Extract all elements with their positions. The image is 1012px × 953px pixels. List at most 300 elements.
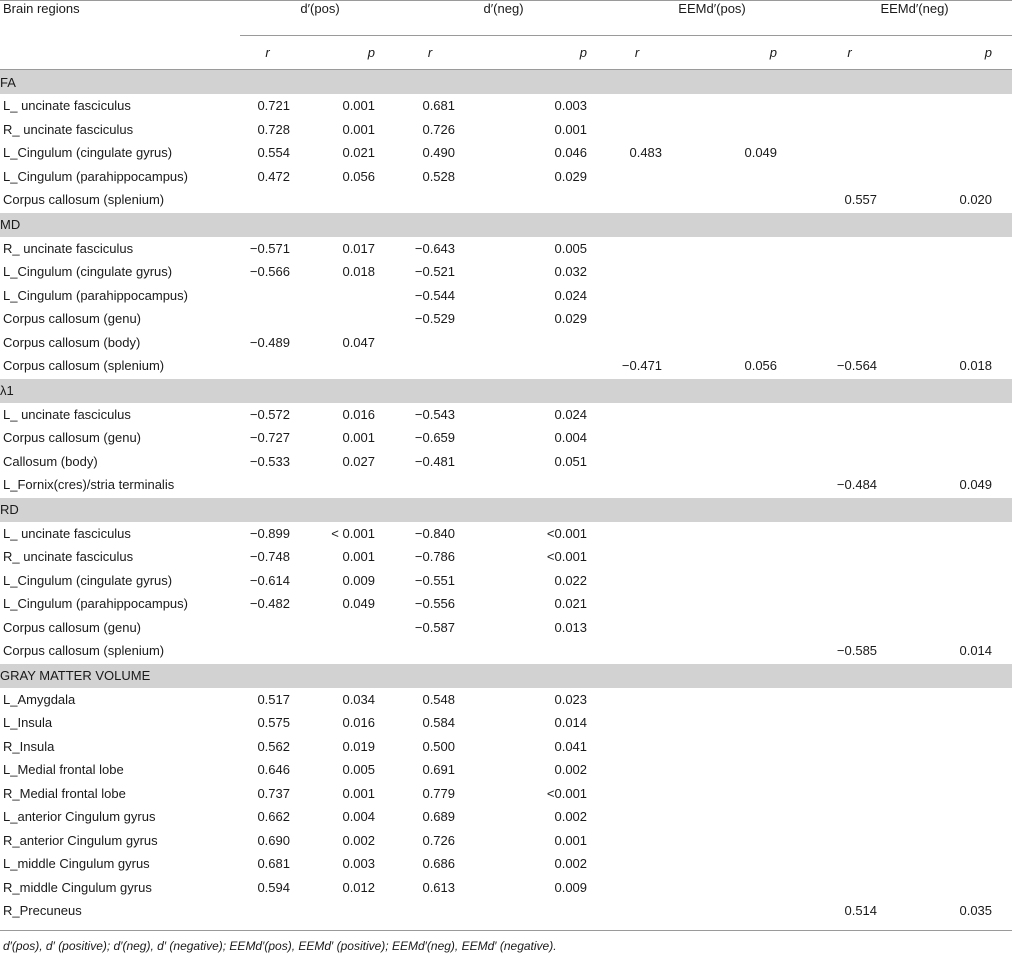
r-value: −0.659 <box>414 430 456 446</box>
p-value <box>882 805 1012 829</box>
r-value <box>607 118 667 142</box>
p-value <box>667 735 817 759</box>
p-value <box>882 522 1012 546</box>
r-value: 0.726 <box>422 121 456 137</box>
p-value: 0.001 <box>554 832 588 848</box>
r-value: 0.690 <box>257 832 290 848</box>
p-value: 0.056 <box>342 168 376 184</box>
p-value: 0.001 <box>554 121 588 137</box>
r-value: 0.728 <box>257 121 290 137</box>
region-name: Callosum (body) <box>3 453 98 469</box>
table-row <box>0 260 1012 284</box>
p-value <box>295 284 400 308</box>
p-value: 0.049 <box>744 145 778 161</box>
p-value <box>667 260 817 284</box>
r-value: −0.551 <box>414 572 456 588</box>
p-value: 0.049 <box>342 596 376 612</box>
p-value <box>460 639 607 663</box>
r-value <box>607 307 667 331</box>
p-value <box>667 94 817 118</box>
r-value: 0.779 <box>422 785 456 801</box>
region-name: L_Cingulum (cingulate gyrus) <box>3 572 173 588</box>
r-value: 0.584 <box>422 715 456 731</box>
table-row <box>0 165 1012 189</box>
r-value <box>400 188 460 212</box>
r-value <box>607 735 667 759</box>
r-value: −0.840 <box>414 525 456 541</box>
p-value: 0.032 <box>554 264 588 280</box>
p-value <box>882 403 1012 427</box>
region-name: R_ uncinate fasciculus <box>3 121 134 137</box>
r-value: 0.721 <box>257 98 290 114</box>
table-row <box>0 805 1012 829</box>
p-value <box>667 118 817 142</box>
p-value: 0.002 <box>554 856 588 872</box>
p-value: 0.004 <box>342 809 376 825</box>
r-value <box>607 711 667 735</box>
r-value: 0.557 <box>844 192 878 208</box>
region-name: L_ uncinate fasciculus <box>3 525 131 541</box>
p-value: 0.017 <box>342 240 376 256</box>
p-value: 0.013 <box>554 619 588 635</box>
region-name: L_Medial frontal lobe <box>3 762 124 778</box>
p-value <box>667 307 817 331</box>
table-row <box>0 592 1012 616</box>
r-value <box>817 688 882 712</box>
region-name: L_Cingulum (parahippocampus) <box>3 287 188 303</box>
r-value <box>607 403 667 427</box>
p-value <box>667 545 817 569</box>
p-header: p <box>882 36 1012 70</box>
r-value: 0.472 <box>257 168 290 184</box>
p-value: 0.035 <box>959 903 993 919</box>
region-name: L_Insula <box>3 715 53 731</box>
r-value <box>817 616 882 640</box>
r-value <box>240 354 295 378</box>
r-value <box>607 805 667 829</box>
p-value: 0.056 <box>744 358 778 374</box>
r-value <box>817 876 882 900</box>
r-value: −0.471 <box>621 358 663 374</box>
p-value <box>882 876 1012 900</box>
region-name: L_Cingulum (parahippocampus) <box>3 168 188 184</box>
r-value <box>817 545 882 569</box>
p-value <box>667 688 817 712</box>
p-value: 0.014 <box>554 715 588 731</box>
p-value: 0.047 <box>342 334 376 350</box>
table-row <box>0 403 1012 427</box>
p-value <box>882 260 1012 284</box>
p-value <box>882 118 1012 142</box>
r-value: −0.614 <box>249 572 290 588</box>
r-value: −0.544 <box>414 287 456 303</box>
section-header-row <box>0 70 1012 95</box>
p-value: 0.005 <box>554 240 588 256</box>
p-value: <0.001 <box>546 525 588 541</box>
section-title: RD <box>0 497 1012 522</box>
r-header: r <box>817 36 882 70</box>
r-value <box>607 616 667 640</box>
r-value <box>240 307 295 331</box>
r-value <box>400 331 460 355</box>
p-value <box>667 331 817 355</box>
r-value: 0.514 <box>844 903 878 919</box>
r-value <box>607 758 667 782</box>
r-value: 0.500 <box>422 738 456 754</box>
table-footnote <box>0 930 1012 953</box>
r-value <box>240 639 295 663</box>
table-row <box>0 94 1012 118</box>
r-value: −0.727 <box>249 430 290 446</box>
region-name: L_ uncinate fasciculus <box>3 406 131 422</box>
r-value <box>607 569 667 593</box>
region-name: R_middle Cingulum gyrus <box>3 879 152 895</box>
p-value <box>667 473 817 497</box>
p-value: 0.009 <box>554 879 588 895</box>
table-row <box>0 616 1012 640</box>
p-value: 0.001 <box>342 785 376 801</box>
p-value: 0.004 <box>554 430 588 446</box>
table-row <box>0 569 1012 593</box>
section-header-row <box>0 212 1012 237</box>
r-value: −0.899 <box>249 525 290 541</box>
r-value <box>817 331 882 355</box>
r-value <box>817 307 882 331</box>
p-value <box>460 899 607 923</box>
p-value: 0.016 <box>342 406 376 422</box>
p-value <box>882 237 1012 261</box>
r-value <box>817 94 882 118</box>
r-value <box>607 260 667 284</box>
p-value: <0.001 <box>546 549 588 565</box>
r-value <box>817 522 882 546</box>
p-value <box>667 876 817 900</box>
r-value <box>817 284 882 308</box>
group-header-dneg: d′(neg) <box>483 1 524 16</box>
r-value: 0.662 <box>257 809 290 825</box>
region-name: L_middle Cingulum gyrus <box>3 856 150 872</box>
table-row <box>0 711 1012 735</box>
p-value: 0.029 <box>554 311 588 327</box>
p-value: 0.029 <box>554 168 588 184</box>
r-value <box>607 165 667 189</box>
r-value <box>607 899 667 923</box>
p-value <box>882 307 1012 331</box>
table-row <box>0 758 1012 782</box>
r-value: 0.528 <box>422 168 456 184</box>
r-value <box>607 782 667 806</box>
r-value: 0.691 <box>422 762 456 778</box>
r-value: −0.481 <box>414 453 456 469</box>
r-value <box>817 426 882 450</box>
table-row <box>0 331 1012 355</box>
r-value <box>607 545 667 569</box>
r-value: 0.554 <box>257 145 290 161</box>
r-value <box>607 331 667 355</box>
p-value <box>667 711 817 735</box>
r-value: 0.613 <box>422 879 456 895</box>
p-value: 0.009 <box>342 572 376 588</box>
region-name: Corpus callosum (genu) <box>3 430 142 446</box>
p-value: 0.018 <box>342 264 376 280</box>
r-value <box>607 639 667 663</box>
p-value <box>667 782 817 806</box>
p-value <box>882 141 1012 165</box>
region-name: L_Cingulum (cingulate gyrus) <box>3 145 173 161</box>
p-value <box>882 284 1012 308</box>
region-name: R_Medial frontal lobe <box>3 785 126 801</box>
table-row <box>0 829 1012 853</box>
p-value: 0.001 <box>342 430 376 446</box>
r-value <box>607 284 667 308</box>
r-value <box>400 899 460 923</box>
table-row <box>0 118 1012 142</box>
r-value: −0.482 <box>249 596 290 612</box>
p-value: 0.012 <box>342 879 376 895</box>
r-value: 0.548 <box>422 691 456 707</box>
section-title: λ1 <box>0 378 1012 403</box>
r-value <box>240 899 295 923</box>
table-row <box>0 354 1012 378</box>
r-value: −0.571 <box>249 240 290 256</box>
p-value: 0.001 <box>342 121 376 137</box>
r-value: 0.575 <box>257 715 290 731</box>
r-value <box>817 592 882 616</box>
r-value <box>817 450 882 474</box>
p-value: 0.018 <box>959 358 993 374</box>
r-header: r <box>607 36 667 70</box>
table-row <box>0 639 1012 663</box>
p-value <box>882 592 1012 616</box>
p-value <box>667 450 817 474</box>
table-body <box>0 70 1012 923</box>
r-value: 0.686 <box>422 856 456 872</box>
region-name: R_Insula <box>3 738 55 754</box>
r-value <box>240 188 295 212</box>
r-value: −0.521 <box>414 264 456 280</box>
section-header-row <box>0 378 1012 403</box>
p-value: 0.016 <box>342 715 376 731</box>
p-value <box>667 852 817 876</box>
r-value <box>817 735 882 759</box>
header-row-groups <box>0 1 1012 36</box>
r-value <box>817 758 882 782</box>
r-value <box>607 188 667 212</box>
p-value <box>882 450 1012 474</box>
p-value: 0.027 <box>342 453 376 469</box>
r-value: 0.594 <box>257 879 290 895</box>
p-value: <0.001 <box>546 785 588 801</box>
p-value: 0.003 <box>342 856 376 872</box>
section-title: MD <box>0 212 1012 237</box>
r-value <box>607 688 667 712</box>
p-value: 0.022 <box>554 572 588 588</box>
r-value: −0.572 <box>249 406 290 422</box>
r-value <box>817 260 882 284</box>
r-value: −0.533 <box>249 453 290 469</box>
r-value: 0.689 <box>422 809 456 825</box>
r-value: 0.562 <box>257 738 290 754</box>
r-value: 0.681 <box>257 856 290 872</box>
group-header-eemdpos: EEMd′(pos) <box>678 1 746 16</box>
table-row <box>0 450 1012 474</box>
r-value <box>817 141 882 165</box>
table-row <box>0 545 1012 569</box>
r-value <box>817 118 882 142</box>
p-value <box>460 354 607 378</box>
r-value: −0.585 <box>836 643 878 659</box>
r-header: r <box>400 36 460 70</box>
region-name: L_Amygdala <box>3 691 76 707</box>
section-header-row <box>0 663 1012 688</box>
p-value <box>295 473 400 497</box>
table-row <box>0 426 1012 450</box>
p-value <box>882 829 1012 853</box>
p-value <box>882 852 1012 876</box>
table-row <box>0 735 1012 759</box>
p-value <box>295 899 400 923</box>
table-row <box>0 307 1012 331</box>
p-value: 0.002 <box>554 762 588 778</box>
p-value <box>667 758 817 782</box>
region-name: Corpus callosum (splenium) <box>3 643 165 659</box>
r-value <box>817 237 882 261</box>
section-title: FA <box>0 70 1012 95</box>
r-value: 0.681 <box>422 98 456 114</box>
p-value <box>882 331 1012 355</box>
section-header-row <box>0 497 1012 522</box>
p-value <box>667 569 817 593</box>
r-value <box>607 450 667 474</box>
table-row <box>0 876 1012 900</box>
region-name: Corpus callosum (splenium) <box>3 192 165 208</box>
r-value <box>607 94 667 118</box>
r-value <box>607 876 667 900</box>
r-value: 0.490 <box>422 145 456 161</box>
region-name: L_ uncinate fasciculus <box>3 98 131 114</box>
r-value <box>817 165 882 189</box>
p-value <box>460 473 607 497</box>
r-value <box>607 592 667 616</box>
p-value: 0.002 <box>554 809 588 825</box>
table-row <box>0 237 1012 261</box>
r-value: −0.566 <box>249 264 290 280</box>
p-value: 0.005 <box>342 762 376 778</box>
p-value: 0.051 <box>554 453 588 469</box>
p-header: p <box>295 36 400 70</box>
r-value <box>240 473 295 497</box>
region-name: R_ uncinate fasciculus <box>3 240 134 256</box>
p-value <box>667 403 817 427</box>
group-header-dpos: d′(pos) <box>300 1 340 16</box>
r-value <box>607 237 667 261</box>
p-value: 0.034 <box>342 691 376 707</box>
p-value <box>882 569 1012 593</box>
table-row <box>0 782 1012 806</box>
r-value <box>817 403 882 427</box>
p-value <box>667 616 817 640</box>
p-value <box>882 616 1012 640</box>
p-value <box>295 188 400 212</box>
table-row <box>0 284 1012 308</box>
r-value: −0.484 <box>836 477 878 493</box>
r-value <box>400 639 460 663</box>
region-name: L_Cingulum (cingulate gyrus) <box>3 264 173 280</box>
p-value: 0.046 <box>554 145 588 161</box>
r-value: 0.517 <box>257 691 290 707</box>
r-value <box>607 426 667 450</box>
region-name: Corpus callosum (body) <box>3 334 141 350</box>
r-value: −0.643 <box>414 240 456 256</box>
p-value <box>667 165 817 189</box>
r-value: 0.737 <box>257 785 290 801</box>
p-value <box>667 829 817 853</box>
r-value <box>607 829 667 853</box>
p-value: 0.014 <box>959 643 993 659</box>
p-value: 0.021 <box>342 145 376 161</box>
r-value <box>817 852 882 876</box>
r-value <box>607 852 667 876</box>
r-value <box>817 569 882 593</box>
p-value: 0.001 <box>342 549 376 565</box>
r-value <box>817 782 882 806</box>
p-value <box>667 805 817 829</box>
p-value: 0.019 <box>342 738 376 754</box>
region-name: L_Fornix(cres)/stria terminalis <box>3 477 175 493</box>
p-value <box>667 426 817 450</box>
p-value <box>882 165 1012 189</box>
p-value <box>667 522 817 546</box>
p-value: < 0.001 <box>331 525 376 541</box>
p-value: 0.024 <box>554 287 588 303</box>
p-value <box>295 307 400 331</box>
region-name: Corpus callosum (genu) <box>3 619 142 635</box>
p-value <box>460 188 607 212</box>
p-value <box>667 592 817 616</box>
region-name: Corpus callosum (splenium) <box>3 358 165 374</box>
p-value <box>882 94 1012 118</box>
p-value <box>882 426 1012 450</box>
p-value: 0.020 <box>959 192 993 208</box>
section-title: GRAY MATTER VOLUME <box>0 663 1012 688</box>
r-value <box>607 522 667 546</box>
p-value <box>882 545 1012 569</box>
r-value: −0.587 <box>414 619 456 635</box>
p-value: 0.049 <box>959 477 993 493</box>
r-value <box>400 473 460 497</box>
region-name: R_Precuneus <box>3 903 82 919</box>
r-value <box>817 711 882 735</box>
r-value <box>817 829 882 853</box>
r-value <box>400 354 460 378</box>
p-value: 0.024 <box>554 406 588 422</box>
region-name: L_Cingulum (parahippocampus) <box>3 596 188 612</box>
header-row-stats <box>0 36 1012 70</box>
p-header: p <box>667 36 817 70</box>
p-value <box>295 639 400 663</box>
table-row <box>0 522 1012 546</box>
r-value <box>817 805 882 829</box>
r-value: 0.646 <box>257 762 290 778</box>
p-value: 0.001 <box>342 98 376 114</box>
r-value: −0.489 <box>249 334 290 350</box>
p-value <box>667 237 817 261</box>
region-name: L_anterior Cingulum gyrus <box>3 809 156 825</box>
r-value: −0.786 <box>414 549 456 565</box>
table-row <box>0 688 1012 712</box>
r-value <box>240 284 295 308</box>
footnote-text: d′(pos), d′ (positive); d′(neg), d′ (negative); EEMd′(pos), EEMd′ (positive); EEMd′(neg), EEMd′ (negative). <box>3 939 557 953</box>
